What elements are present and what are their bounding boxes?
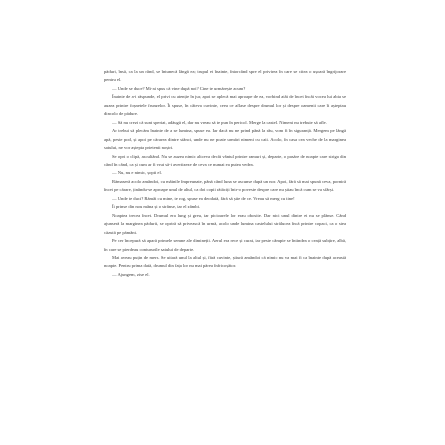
paragraph: păduri, însă, ca la un rând, se întunecă lângă ea; trupul ei înainte, întorcând spre el privirea în care se citea o ușoară îngrijorare pentru el. xyxy=(104,69,346,83)
paragraph: — Unde te duci? Rămâi cu mine, te rog, spuse ea deodată, fără să știe de ce. Vreau să merg cu tine! xyxy=(112,195,295,201)
paragraph: Mai aveau puțin de mers. Se uitară unul la altul și, fără cuvinte, știură amândoi că nimic nu va mai fi ca înainte după această noapte. Pentru prima dată, drumul din fața lor nu mai părea înfricoșător. xyxy=(104,254,346,269)
paragraph: Noaptea trecea încet. Drumul era lung și greu, iar picioarele lor erau obosite. Dar nici unul dintre ei nu se plânse. Când ajunseră la marginea pădurii, se opriră să privească în urmă, acolo unde lumina castelului strălucea încă printre copaci, ca o stea căzută pe pământ. xyxy=(104,212,346,235)
paragraph: — Ajungem, zise el. xyxy=(112,271,150,277)
paragraph: Îi prinse din nou mâna și o strânse, iar el zâmbi. xyxy=(112,204,201,210)
paragraph: Se opri o clipă, ascultând. Nu se auzea nimic altceva decât vântul printre ramuri și, departe, o pasăre de noapte care striga din când în când, ca și cum ar fi vrut să-i avertizeze de ceva ce numai ea putea vedea. xyxy=(104,153,346,167)
paragraph: Înainte de a-i răspunde, el privi cu atenție în jur, apoi se aplecă mai aproape de ea, vorbind atât de încet încât vocea lui abia se auzea printre foșnetele frunzelor. Îi spuse, în câteva cuvinte, ceea ce aflase despre drumul lor și despre oamenii care îi așteptau dincolo de pădure. xyxy=(104,94,346,117)
paragraph: Ar trebui să plecăm înainte de a se lumina, spuse ea. Iar dacă nu ne prind până la râu, vom fi în siguranță. Mergem pe lângă apă, peste pod, și apoi pe cărarea dintre stânci, unde nu ne poate urmări nimeni cu caii. Acolo, în casa cea veche de la marginea satului, ne vor aștepta prietenii noștri. xyxy=(104,128,346,151)
body-text xyxy=(104,68,346,279)
paragraph: Pe cer începură să apară primele semne ale dimineții. Aerul era rece și curat, iar peste câmpie se întindea o ceață subțire, albă, în care se pierdeau contururile satului de departe. xyxy=(104,238,346,252)
paragraph: — Să nu crezi că sunt speriat, adăugă el, dar nu vreau să te pun în pericol. Merge la castel. Nimeni nu trebuie să afle. xyxy=(112,119,327,125)
paragraph: Rămaseră acolo amândoi, cu mâinile împreunate, până când luna se ascunse după un nor. Apoi, fără să mai spună ceva, porniră încet pe cărare, ținându-se aproape unul de altul, ca doi copii rătăciți într-o poveste despre care nu știau încă cum se va sfârși. xyxy=(104,178,346,193)
paragraph: — Unde se duce? Mi-ai spus că vine după noi? Cine te urmărește acum? xyxy=(112,85,246,91)
paragraph: — Nu, nu e nimic, șopti el. xyxy=(112,170,162,176)
